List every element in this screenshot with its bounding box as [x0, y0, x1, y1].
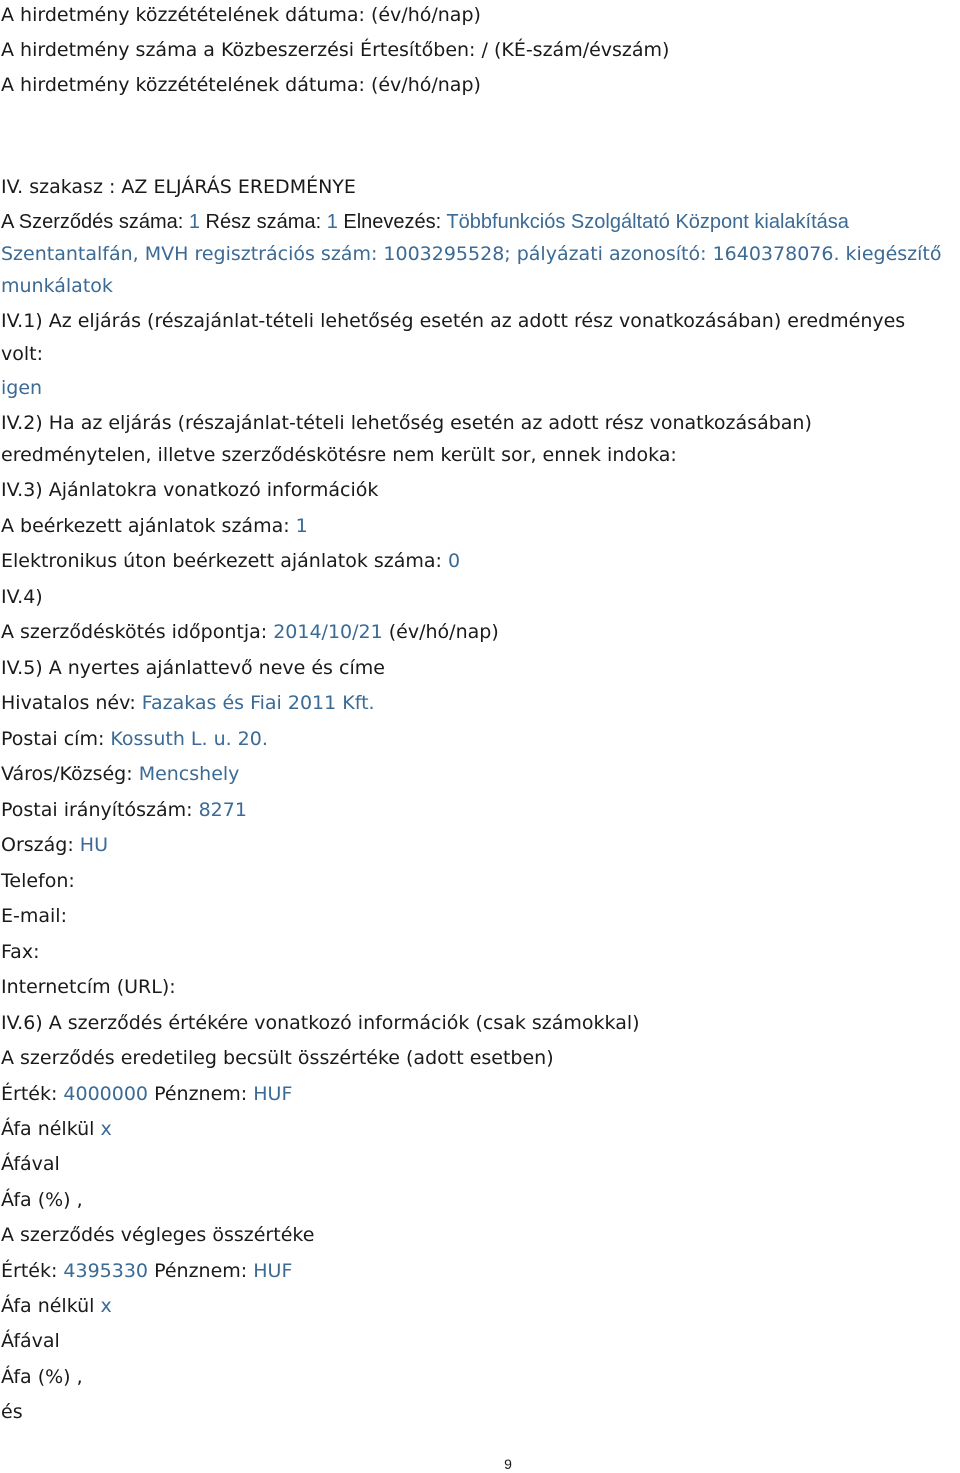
estimated-currency: HUF: [253, 1083, 293, 1105]
final-currency: HUF: [253, 1260, 293, 1282]
estimated-without-vat-mark: x: [100, 1118, 112, 1140]
estimated-value-title: A szerződés eredetileg becsült összértéke (adott esetben): [1, 1047, 554, 1069]
offers-received-value: 1: [295, 515, 308, 537]
contract-date-line: A szerződéskötés időpontja: 2014/10/21 (év/hó/nap): [1, 621, 499, 643]
iv3-title: IV.3) Ajánlatokra vonatkozó információk: [1, 479, 379, 501]
contract-line-1: A Szerződés száma: 1 Rész száma: 1 Elnevezés: Többfunkciós Szolgáltató Központ kialakítása: [1, 211, 849, 233]
contract-date-value: 2014/10/21: [273, 621, 383, 643]
estimated-with-vat-line: Áfával: [1, 1153, 60, 1175]
final-without-vat-mark: x: [100, 1295, 112, 1317]
final-vat-pct-line: Áfa (%) ,: [1, 1366, 83, 1388]
final-value-title: A szerződés végleges összértéke: [1, 1224, 315, 1246]
country-line: Ország: HU: [1, 834, 108, 856]
email-line: E-mail:: [1, 905, 67, 927]
contract-number: 1: [188, 211, 200, 233]
iv1-label-line-1: IV.1) Az eljárás (részajánlat-tételi lehetőség esetén az adott rész vonatkozásában) eredményes: [1, 310, 906, 332]
postal-address-value: Kossuth L. u. 20.: [110, 728, 268, 750]
notice-number-line: A hirdetmény száma a Közbeszerzési Értesítőben: / (KÉ-szám/évszám): [1, 39, 670, 61]
page-number: 9: [504, 1456, 512, 1472]
zip-value: 8271: [198, 799, 247, 821]
contract-name: Többfunkciós Szolgáltató Központ kialakítása: [446, 211, 849, 233]
iv5-title: IV.5) A nyertes ajánlattevő neve és címe: [1, 657, 385, 679]
publication-date-line: A hirdetmény közzétételének dátuma: (év/hó/nap): [1, 4, 481, 26]
country-value: HU: [79, 834, 108, 856]
fax-line: Fax:: [1, 941, 40, 963]
offers-received-line: A beérkezett ajánlatok száma: 1: [1, 515, 308, 537]
part-number: 1: [326, 211, 338, 233]
iv2-label-line-1: IV.2) Ha az eljárás (részajánlat-tételi lehetőség esetén az adott rész vonatkozásában): [1, 412, 812, 434]
iv1-value: igen: [1, 377, 43, 399]
estimated-value-line: Érték: 4000000 Pénznem: HUF: [1, 1083, 293, 1105]
contract-line-2: Szentantalfán, MVH regisztrációs szám: 1003295528; pályázati azonosító: 1640378076. kiegészítő: [1, 243, 942, 265]
electronic-offers-line: Elektronikus úton beérkezett ajánlatok száma: 0: [1, 550, 461, 572]
closing-word: és: [1, 1401, 23, 1423]
estimated-without-vat-line: Áfa nélkül x: [1, 1118, 112, 1140]
final-without-vat-line: Áfa nélkül x: [1, 1295, 112, 1317]
publication-date-line-2: A hirdetmény közzétételének dátuma: (év/hó/nap): [1, 74, 481, 96]
final-with-vat-line: Áfával: [1, 1330, 60, 1352]
phone-line: Telefon:: [1, 870, 75, 892]
iv4-title: IV.4): [1, 586, 43, 608]
electronic-offers-value: 0: [447, 550, 461, 572]
estimated-vat-pct-line: Áfa (%) ,: [1, 1189, 83, 1211]
city-line: Város/Község: Mencshely: [1, 763, 240, 785]
iv2-label-line-2: eredménytelen, illetve szerződéskötésre nem került sor, ennek indoka:: [1, 444, 677, 466]
zip-line: Postai irányítószám: 8271: [1, 799, 247, 821]
iv1-label-line-2: volt:: [1, 343, 43, 365]
official-name-line: Hivatalos név: Fazakas és Fiai 2011 Kft.: [1, 692, 375, 714]
estimated-value: 4000000: [63, 1083, 149, 1105]
url-line: Internetcím (URL):: [1, 976, 176, 998]
final-value-line: Érték: 4395330 Pénznem: HUF: [1, 1260, 293, 1282]
section-title: IV. szakasz : AZ ELJÁRÁS EREDMÉNYE: [1, 176, 356, 198]
iv6-title: IV.6) A szerződés értékére vonatkozó információk (csak számokkal): [1, 1012, 640, 1034]
city-value: Mencshely: [138, 763, 240, 785]
official-name-value: Fazakas és Fiai 2011 Kft.: [141, 692, 375, 714]
final-value: 4395330: [63, 1260, 149, 1282]
postal-address-line: Postai cím: Kossuth L. u. 20.: [1, 728, 268, 750]
contract-line-3: munkálatok: [1, 275, 113, 297]
